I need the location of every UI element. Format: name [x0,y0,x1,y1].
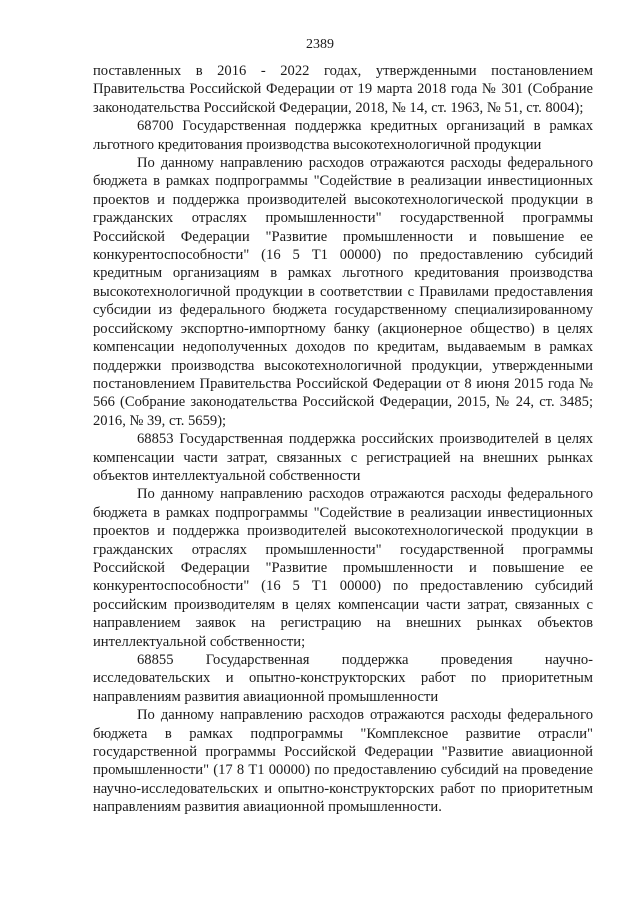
document-body [93,62,593,817]
paragraph-code-68853: 68853 Государственная поддержка российских производителей в целях компенсации части затрат, связанных с регистрацией на внешних рынках объектов интеллектуальной собственности [93,431,593,484]
paragraph-code-68855: 68855 Государственная поддержка проведения научно-исследовательских и опытно-конструкторских работ по приоритетным направлениям развития авиационной промышленности [93,652,593,705]
paragraph-description-68855: По данному направлению расходов отражаются расходы федерального бюджета в рамках подпрограммы "Комплексное развитие отрасли" государственной программы Российской Федерации "Развитие авиационной промышленности" (17 8 Т1 00000) по предоставлению субсидий на проведение научно-исследовательских и опытно-конструкторских работ по приоритетным направлениям развития авиационной промышленности. [93,707,593,816]
paragraph-code-68700: 68700 Государственная поддержка кредитных организаций в рамках льготного кредитования производства высокотехнологичной продукции [93,118,593,153]
page-number: 2389 [306,37,334,52]
paragraph-description-68700: По данному направлению расходов отражаются расходы федерального бюджета в рамках подпрограммы "Содействие в реализации инвестиционных проектов и поддержка производителей высокотехнологической продукции в гражданских отраслях промышленности" государственной программы Российской Федерации "Развитие промышленности и повышение ее конкурентоспособности" (16 5 Т1 00000) по предоставлению субсидий кредитным организациям в рамках льготного кредитования производства высокотехнологичной продукции в соответствии с Правилами предоставления субсидии из федерального бюджета государственному специализированному российскому экспортно-импортному банку (акционерное общество) в целях компенсации недополученных доходов по кредитам, выдаваемым в рамках поддержки производства высокотехнологичной продукции, утвержденными постановлением Правительства Российской Федерации от 8 июня 2015 года № 566 (Собрание законодательства Российской Федерации, 2015, № 24, ст. 3485; 2016, № 39, ст. 5659); [93,155,593,429]
paragraph-continuation: поставленных в 2016 - 2022 годах, утвержденными постановлением Правительства Российской Федерации от 19 марта 2018 года № 301 (Собрание законодательства Российской Федерации, 2018, № 14, ст. 1963, № 51, ст. 8004); [93,63,593,116]
paragraph-description-68853: По данному направлению расходов отражаются расходы федерального бюджета в рамках подпрограммы "Содействие в реализации инвестиционных проектов и поддержка производителей высокотехнологической продукции в гражданских отраслях промышленности" государственной программы Российской Федерации "Развитие промышленности и повышение ее конкурентоспособности" (16 5 Т1 00000) по предоставлению субсидий российским производителям в целях компенсации части затрат, связанных с направлением заявок на регистрацию на внешних рынках объектов интеллектуальной собственности; [93,486,593,650]
